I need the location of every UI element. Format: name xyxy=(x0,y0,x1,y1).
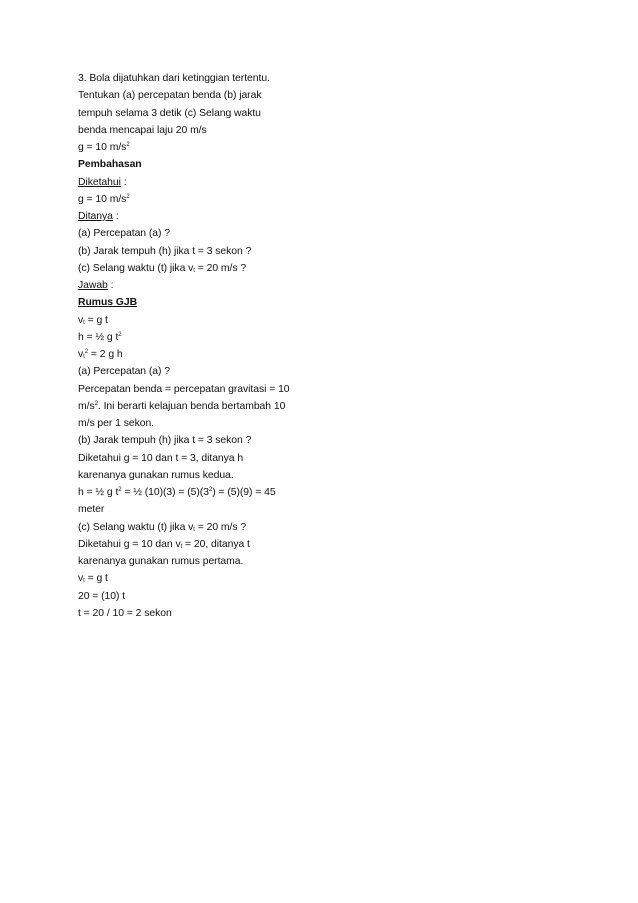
text: = g t xyxy=(84,573,108,585)
subscript: t xyxy=(180,543,183,550)
superscript: 2 xyxy=(126,193,130,200)
label-line xyxy=(78,277,328,294)
label-line xyxy=(78,208,328,225)
answer-line xyxy=(78,536,328,553)
answer-line xyxy=(78,484,328,501)
subscript: t xyxy=(83,319,85,326)
subscript: t xyxy=(193,526,195,533)
superscript: 2 xyxy=(118,331,122,338)
superscript: 2 xyxy=(94,400,98,407)
label-jawab: Jawab xyxy=(78,280,108,291)
label-ditanya: Ditanya xyxy=(78,211,113,222)
answer-line: Diketahui g = 10 dan t = 3, ditanya h xyxy=(78,452,244,464)
answer-line: m/s per 1 sekon. xyxy=(78,418,155,429)
text: . Ini berarti kelajuan benda bertambah 10 xyxy=(97,400,286,412)
document-body xyxy=(78,70,328,622)
formula-line xyxy=(78,312,328,329)
text: = 20, ditanya t xyxy=(182,538,250,550)
text: Diketahui g = 10 dan v xyxy=(78,538,181,550)
text: : xyxy=(112,211,119,222)
text: : xyxy=(107,280,114,291)
text: = ½ (10)(3) = (5)(3 xyxy=(121,487,209,498)
problem-statement-line: 3. Bola dijatuhkan dari ketinggian tertentu. xyxy=(78,73,270,84)
formula-line: t = 20 / 10 = 2 sekon xyxy=(78,607,172,619)
text: v xyxy=(78,349,84,360)
label-line xyxy=(78,174,328,191)
text: g = 10 m/s xyxy=(78,142,127,153)
subscript: t xyxy=(193,267,195,274)
text: = 20 m/s ? xyxy=(194,521,247,533)
text: ) = (5)(9) = 45 xyxy=(212,487,276,498)
subscript: t xyxy=(83,354,85,360)
formula-line xyxy=(78,570,328,587)
formula-line: 20 = (10) t xyxy=(78,590,126,602)
text: = 2 g h xyxy=(88,349,123,360)
answer-line: Percepatan benda = percepatan gravitasi = 10 xyxy=(78,383,290,395)
answer-line: (b) Jarak tempuh (h) jika t = 3 sekon ? xyxy=(78,435,252,447)
text: (c) Selang waktu (t) jika v xyxy=(78,521,194,533)
superscript: 2 xyxy=(84,349,89,355)
subscript: t xyxy=(83,578,85,585)
text: = 20 m/s ? xyxy=(194,262,247,274)
formula-line xyxy=(78,346,328,363)
answer-line xyxy=(78,519,328,536)
superscript: 2 xyxy=(118,487,122,493)
answer-line: (a) Percepatan (a) ? xyxy=(78,366,170,378)
problem-statement-line: benda mencapai laju 20 m/s xyxy=(78,124,207,136)
text: : xyxy=(120,176,127,188)
section-heading-pembahasan: Pembahasan xyxy=(78,159,142,171)
problem-statement-line: tempuh selama 3 detik (c) Selang waktu xyxy=(78,107,261,119)
label-diketahui: Diketahui xyxy=(78,176,121,188)
text: v xyxy=(78,573,84,585)
question-line: (a) Percepatan (a) ? xyxy=(78,228,170,240)
answer-line: meter xyxy=(78,504,105,516)
text: h = ½ g t xyxy=(78,331,119,343)
text: v xyxy=(78,314,84,326)
given-gravity-line xyxy=(78,191,328,208)
text: g = 10 m/s xyxy=(78,193,127,205)
formula-line xyxy=(78,329,328,346)
question-line: (b) Jarak tempuh (h) jika t = 3 sekon ? xyxy=(78,245,252,257)
problem-statement-line: Tentukan (a) percepatan benda (b) jarak xyxy=(78,90,262,102)
superscript: 2 xyxy=(208,487,213,493)
text: (c) Selang waktu (t) jika v xyxy=(78,262,194,274)
section-heading-rumus-gjb: Rumus GJB xyxy=(78,297,138,309)
text: = g t xyxy=(84,314,108,326)
given-gravity-line xyxy=(78,139,328,156)
superscript: 2 xyxy=(126,142,130,148)
answer-line: karenanya gunakan rumus pertama. xyxy=(78,556,244,567)
answer-line xyxy=(78,398,328,415)
answer-line: karenanya gunakan rumus kedua. xyxy=(78,469,234,481)
text: m/s xyxy=(78,400,95,412)
text: h = ½ g t xyxy=(78,487,119,498)
question-line xyxy=(78,260,328,277)
